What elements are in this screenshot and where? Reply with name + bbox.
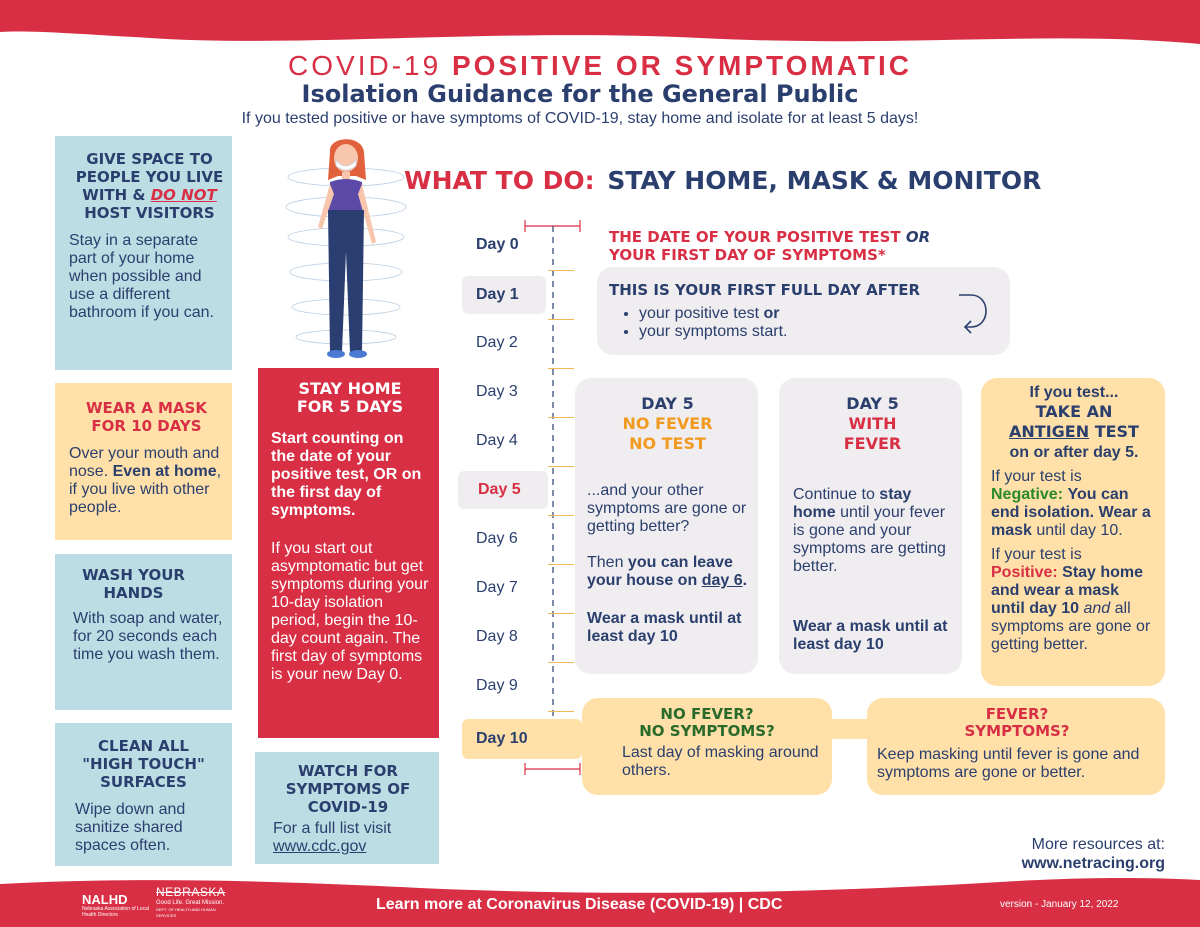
nebraska-sub: Good Life. Great Mission. [156,900,225,906]
stay-home-bold: Start counting on the date of your positive test, OR on the first day of symptoms. [271,430,422,519]
day-0-label: Day 0 [476,236,519,253]
watch-title: WATCH FOR SYMPTOMS OF COVID-19 [285,762,411,816]
tick [548,613,574,614]
wash-hands-title: WASH YOUR HANDS [82,566,185,602]
day-1-list [609,305,1000,341]
nebraska-text: NEBRASKA [156,885,226,899]
wear-mask-body: Over your mouth and nose. Even at home, if you live with other people. [69,445,222,516]
watch-symptoms-card [255,752,439,864]
top-banner [0,0,1200,48]
day-5-label: Day 5 [458,471,548,509]
day-6-label: Day 6 [476,530,518,547]
antigen-card [981,378,1165,686]
antigen-positive: If your test is Positive: Stay home and wear a mask until day 10 and all symptoms are gone or getting better. [991,546,1151,653]
tick [548,711,574,712]
no-fever-title: DAY 5 NO FEVER NO TEST [622,394,713,453]
tick [548,564,574,565]
fever-title: DAY 5 WITH FEVER [843,394,902,453]
what-to-do-heading: WHAT TO DO: STAY HOME, MASK & MONITOR [404,166,1042,195]
day-5-fever-card [779,378,962,674]
tick [548,662,574,663]
day-2-label: Day 2 [476,334,518,351]
day-10-fever-card [867,698,1165,795]
day-5-no-fever-card [575,378,758,674]
stay-home-title: STAY HOME FOR 5 DAYS [296,379,404,416]
day-1-title: THIS IS YOUR FIRST FULL DAY AFTER [609,281,921,299]
give-space-title: GIVE SPACE TO PEOPLE YOU LIVE WITH & DO NOT HOST VISITORS [75,150,224,222]
no-fever-mask: Wear a mask until at least day 10 [587,610,742,645]
day-1-item: • your symptoms start. [639,323,1000,341]
tick [548,417,574,418]
day-4-label: Day 4 [476,432,518,449]
stay-home-body: If you start out asymptomatic but get symptoms during your 10-day isolation period, begin the 10-day count again. The first day of symptoms is your new Day 0. [271,540,429,683]
version-text: version - January 12, 2022 [1000,899,1119,910]
give-space-body: Stay in a separate part of your home when possible and use a different bathroom if you can. [69,232,214,321]
tick [548,466,574,467]
nalhd-sub: Nebraska Association of Local Health Directors [82,906,149,918]
subtitle: Isolation Guidance for the General Public [301,80,859,108]
clean-surfaces-body: Wipe down and sanitize shared spaces often. [75,801,186,854]
day-8-label: Day 8 [476,628,518,645]
nebraska-logo [156,885,236,919]
antigen-pre: If you test... [1029,384,1119,401]
learn-more-link[interactable]: Learn more at Coronavirus Disease (COVID-19) | CDC [376,896,783,913]
day-10-fever-body: Keep masking until fever is gone and symptoms are gone or better. [877,746,1140,781]
nalhd-logo [82,893,152,918]
day-10-no-fever-title: NO FEVER? NO SYMPTOMS? [639,705,775,740]
dhhs-text: DEPT. OF HEALTH AND HUMAN SERVICES [156,907,216,918]
give-space-card [55,136,232,370]
stay-home-card [258,368,439,738]
tick [548,515,574,516]
wash-hands-body: With soap and water, for 20 seconds each time you wash them. [73,610,223,663]
intro-text: If you tested positive or have symptoms of COVID-19, stay home and isolate for at least 5 days! [241,110,919,127]
main-title: COVID-19 POSITIVE OR SYMPTOMATIC [288,50,912,81]
fever-body: Continue to stay home until your fever is gone and your symptoms are getting better. [793,486,946,575]
clean-surfaces-card [55,723,232,866]
no-fever-body: ...and your other symptoms are gone or getting better? [587,482,747,535]
resources-label: More resources at: [1031,836,1165,853]
day-0-note: THE DATE OF YOUR POSITIVE TEST OR YOUR FIRST DAY OF SYMPTOMS* [609,228,931,264]
day-10-fever-title: FEVER? SYMPTOMS? [964,705,1070,740]
day-3-label: Day 3 [476,383,518,400]
tick [548,270,574,271]
day-10-label: Day 10 [462,719,582,759]
no-fever-leave: Then you can leave your house on day 6. [587,554,748,589]
cdc-link[interactable]: www.cdc.gov [273,838,367,855]
watch-body: For a full list visit [273,820,392,837]
day-1-label: Day 1 [462,276,546,314]
wear-mask-card [55,383,232,540]
antigen-negative: If your test is Negative: You can end isolation. Wear a mask until day 10. [991,468,1151,539]
day-1-item: • your positive test or [639,305,1000,323]
tick [548,319,574,320]
day-10-no-fever-body: Last day of masking around others. [622,744,819,779]
netracing-link[interactable]: www.netracing.org [1021,855,1165,872]
wash-hands-card [55,554,232,710]
clean-surfaces-title: CLEAN ALL "HIGH TOUCH" SURFACES [82,737,205,791]
antigen-sub: on or after day 5. [1009,444,1139,461]
curved-arrow-icon [957,287,997,335]
antigen-title: TAKE AN ANTIGEN TEST [1009,402,1139,441]
day-7-label: Day 7 [476,579,518,596]
resources [960,835,1165,873]
nalhd-text: NALHD [82,892,128,907]
day-10-no-fever-card [582,698,832,795]
wear-mask-title: WEAR A MASK FOR 10 DAYS [86,399,207,435]
fever-mask: Wear a mask until at least day 10 [793,618,948,653]
tick [548,368,574,369]
day-9-label: Day 9 [476,677,518,694]
day-1-note [597,267,1010,355]
